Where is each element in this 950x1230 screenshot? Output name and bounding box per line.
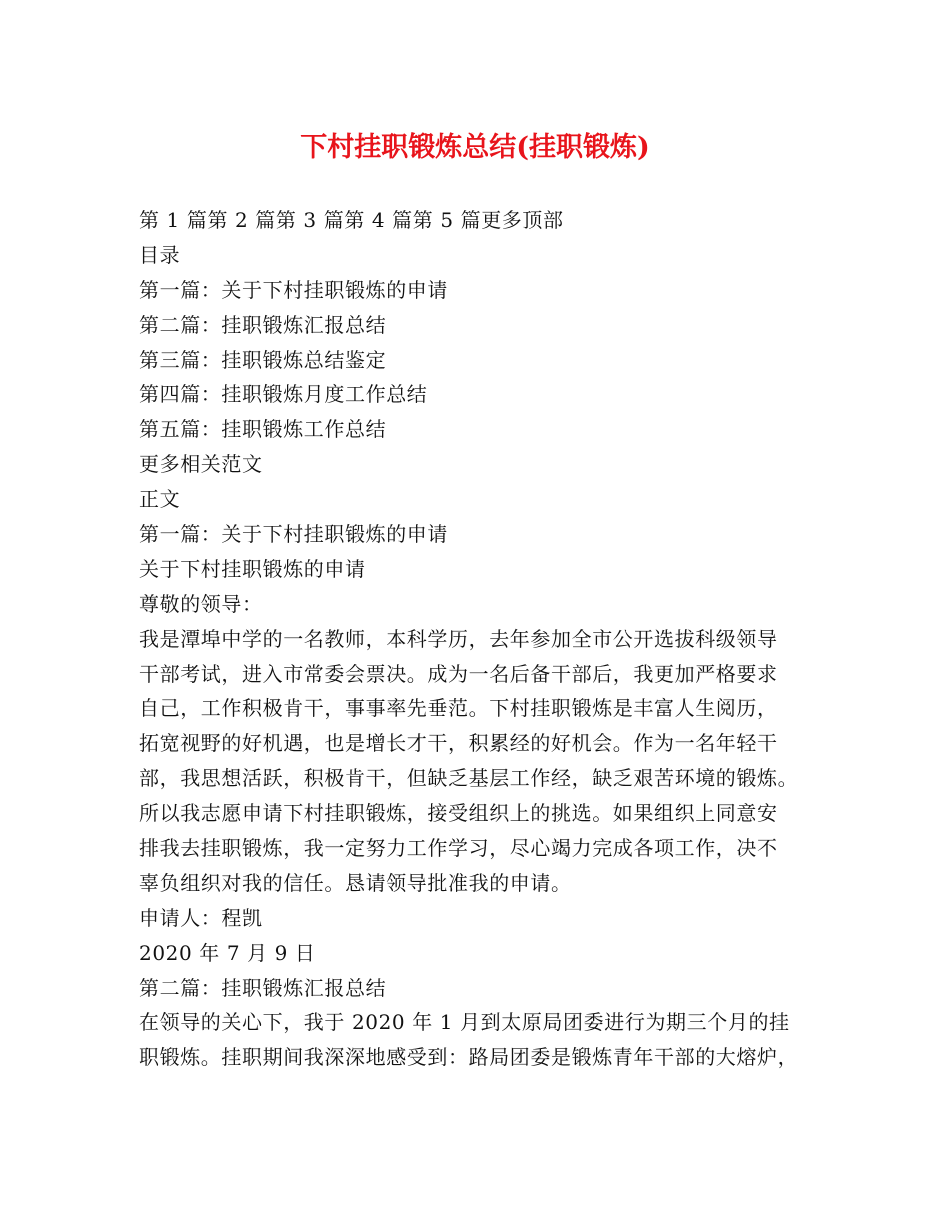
text-line: 干部考试，进入市常委会票决。成为一名后备干部后，我更加严格要求 [139,661,778,686]
text-line: 自己，工作积极肯干，事事率先垂范。下村挂职锻炼是丰富人生阅历， [139,696,778,721]
text-line: 辜负组织对我的信任。恳请领导批准我的申请。 [139,870,572,895]
text-line: 第一篇：关于下村挂职锻炼的申请 [139,277,448,302]
text-line: 第三篇：挂职锻炼总结鉴定 [139,347,387,372]
text-line: 更多相关范文 [139,452,263,477]
document-body [139,203,839,1075]
text-line: 目录 [139,242,181,267]
text-line: 第二篇：挂职锻炼汇报总结 [139,975,387,1000]
text-line: 所以我志愿申请下村挂职锻炼，接受组织上的挑选。如果组织上同意安 [139,801,778,826]
text-line: 拓宽视野的好机遇，也是增长才干，积累经的好机会。作为一名年轻干 [139,731,778,756]
text-line: 尊敬的领导： [139,591,263,616]
text-line: 我是潭埠中学的一名教师，本科学历，去年参加全市公开选拔科级领导 [139,626,778,651]
document-title: 下村挂职锻炼总结(挂职锻炼) [300,132,650,163]
text-line: 第五篇：挂职锻炼工作总结 [139,417,387,442]
text-line: 职锻炼。挂职期间我深深地感受到：路局团委是锻炼青年干部的大熔炉， [139,1045,799,1070]
text-line: 第四篇：挂职锻炼月度工作总结 [139,382,428,407]
text-line: 第 1 篇第 2 篇第 3 篇第 4 篇第 5 篇更多顶部 [139,208,564,232]
text-line: 2020 年 7 月 9 日 [139,940,316,965]
text-line: 第一篇：关于下村挂职锻炼的申请 [139,522,448,547]
text-line: 部，我思想活跃，积极肯干，但缺乏基层工作经，缺乏艰苦环境的锻炼。 [139,766,799,791]
text-line: 第二篇：挂职锻炼汇报总结 [139,312,387,337]
text-line: 排我去挂职锻炼，我一定努力工作学习，尽心竭力完成各项工作，决不 [139,836,778,861]
text-line: 申请人：程凯 [139,905,263,930]
text-line: 在领导的关心下，我于 2020 年 1 月到太原局团委进行为期三个月的挂 [139,1010,790,1035]
text-line: 关于下村挂职锻炼的申请 [139,556,366,581]
text-line: 正文 [139,487,181,512]
